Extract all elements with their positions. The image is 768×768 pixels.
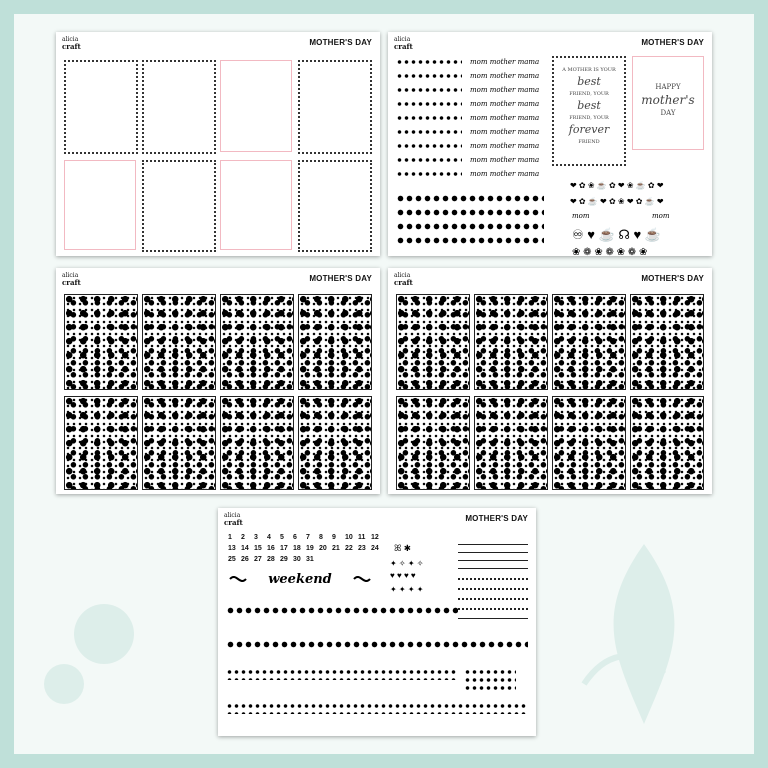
date-number: 31 bbox=[306, 556, 314, 563]
sparkle-icon: ✦ ✧ ✦ ✧ bbox=[390, 559, 424, 568]
divider-line bbox=[458, 544, 528, 545]
floral-pattern-box bbox=[298, 396, 372, 490]
bow-icon: ꕤ ✱ bbox=[394, 543, 411, 553]
flower-icon-row bbox=[396, 222, 544, 231]
floral-pattern-box bbox=[630, 294, 704, 390]
floral-pattern-box bbox=[474, 396, 548, 490]
date-number: 29 bbox=[280, 556, 288, 563]
date-number: 10 bbox=[345, 534, 353, 541]
happy-mothers-day-box bbox=[632, 56, 704, 150]
frame-box bbox=[142, 160, 216, 252]
sheet-title: MOTHER'S DAY bbox=[309, 38, 372, 47]
weekend-banner bbox=[226, 570, 374, 588]
date-number: 9 bbox=[332, 534, 336, 541]
date-number: 12 bbox=[371, 534, 379, 541]
floral-pattern-box bbox=[220, 396, 294, 490]
dotted-divider bbox=[458, 588, 528, 590]
sticker-sheet-words bbox=[388, 32, 712, 256]
flower-icon-row bbox=[396, 236, 544, 245]
date-number: 6 bbox=[293, 534, 297, 541]
date-number: 27 bbox=[254, 556, 262, 563]
mom-mother-mama-label: mom mother mama bbox=[470, 72, 540, 80]
mug-icon: ♾ ♥ ☕ ☊ ♥ ☕ bbox=[572, 227, 662, 242]
mom-mother-mama-label: mom mother mama bbox=[470, 86, 540, 94]
date-number: 17 bbox=[280, 545, 288, 552]
floral-pattern-box bbox=[142, 396, 216, 490]
date-number: 13 bbox=[228, 545, 236, 552]
sheet-title: MOTHER'S DAY bbox=[641, 274, 704, 283]
frame-box bbox=[298, 160, 372, 252]
mom-mother-mama-label: mom mother mama bbox=[470, 170, 540, 178]
floral-pattern-box bbox=[474, 294, 548, 390]
flower-bouquet-icon: ❀ ❁ ❀ ❁ ❀ ❁ ❀ bbox=[572, 247, 648, 256]
weekend-label: weekend bbox=[268, 572, 332, 587]
heart-icon: ♥ ♥ ♥ ♥ bbox=[390, 571, 416, 580]
dot-icon-strip bbox=[396, 170, 462, 178]
mom-mother-mama-label: mom mother mama bbox=[470, 58, 540, 66]
floral-pattern-box bbox=[142, 294, 216, 390]
heart-icon: ❤ ✿ ❀ ☕ ✿ ❤ ❀ ☕ ✿ ❤ bbox=[570, 181, 664, 190]
date-number: 19 bbox=[306, 545, 314, 552]
dot-border-strip bbox=[226, 668, 456, 680]
flower-icon-row bbox=[396, 208, 544, 217]
brand-logo: alicia craft bbox=[62, 36, 81, 51]
floral-pattern-box bbox=[220, 294, 294, 390]
date-number: 28 bbox=[267, 556, 275, 563]
background-flower-decoration bbox=[24, 554, 194, 734]
flower-border-strip bbox=[226, 606, 458, 616]
date-number: 25 bbox=[228, 556, 236, 563]
frame-box bbox=[64, 60, 138, 154]
brand-logo: alicia craft bbox=[62, 272, 81, 287]
brand-logo: alicia craft bbox=[394, 36, 413, 51]
happy-mothers-day-text: HAPPY mother's DAY bbox=[641, 83, 695, 117]
date-number: 20 bbox=[319, 545, 327, 552]
dot-icon-strip bbox=[396, 156, 462, 164]
date-number: 8 bbox=[319, 534, 323, 541]
quote-text: A MOTHER IS YOUR best FRIEND, YOUR best FRIEND, YOUR forever FRIEND bbox=[562, 67, 616, 145]
frame-box bbox=[220, 160, 292, 250]
date-number: 30 bbox=[293, 556, 301, 563]
divider-line bbox=[458, 552, 528, 553]
date-number: 2 bbox=[241, 534, 245, 541]
divider-line bbox=[458, 568, 528, 569]
quote-box bbox=[552, 56, 626, 166]
date-number: 7 bbox=[306, 534, 310, 541]
sheet-title: MOTHER'S DAY bbox=[309, 274, 372, 283]
mom-label: mom bbox=[572, 212, 590, 220]
sticker-sheet-frames bbox=[56, 32, 380, 256]
brand-logo: alicia craft bbox=[224, 512, 243, 527]
floral-pattern-box bbox=[396, 294, 470, 390]
dot-icon-strip bbox=[396, 86, 462, 94]
divider-line bbox=[458, 560, 528, 561]
dotted-divider bbox=[458, 598, 528, 600]
date-number: 4 bbox=[267, 534, 271, 541]
floral-pattern-box bbox=[396, 396, 470, 490]
date-number: 11 bbox=[358, 534, 366, 541]
dot-icon-strip bbox=[396, 142, 462, 150]
date-number: 3 bbox=[254, 534, 258, 541]
dot-icon-strip bbox=[396, 72, 462, 80]
sheet-title: MOTHER'S DAY bbox=[641, 38, 704, 47]
mom-mother-mama-label: mom mother mama bbox=[470, 128, 540, 136]
mom-label: mom bbox=[652, 212, 670, 220]
date-number: 23 bbox=[358, 545, 366, 552]
sticker-sheet-dates bbox=[218, 508, 536, 736]
mom-mother-mama-label: mom mother mama bbox=[470, 142, 540, 150]
date-number: 1 bbox=[228, 534, 232, 541]
divider-line bbox=[458, 618, 528, 619]
dot-icon-strip bbox=[396, 114, 462, 122]
sparkle-icon: ✦ ✦ ✦ ✦ bbox=[390, 585, 424, 594]
mom-mother-mama-label: mom mother mama bbox=[470, 114, 540, 122]
frame-box bbox=[220, 60, 292, 152]
dot-icon-strip bbox=[396, 58, 462, 66]
sticker-sheet-pattern bbox=[56, 268, 380, 494]
frame-box bbox=[64, 160, 136, 250]
frame-box bbox=[298, 60, 372, 154]
date-number: 16 bbox=[267, 545, 275, 552]
flower-icon-row bbox=[396, 194, 544, 203]
mom-mother-mama-label: mom mother mama bbox=[470, 100, 540, 108]
floral-pattern-box bbox=[552, 294, 626, 390]
mom-mother-mama-label: mom mother mama bbox=[470, 156, 540, 164]
date-number: 5 bbox=[280, 534, 284, 541]
frame-box bbox=[142, 60, 216, 154]
date-number: 18 bbox=[293, 545, 301, 552]
dot-icon-strip bbox=[396, 100, 462, 108]
brand-logo: alicia craft bbox=[394, 272, 413, 287]
date-number: 26 bbox=[241, 556, 249, 563]
dot-icon-strip bbox=[396, 128, 462, 136]
floral-pattern-box bbox=[630, 396, 704, 490]
dotted-divider bbox=[458, 608, 528, 610]
floral-pattern-box bbox=[64, 396, 138, 490]
date-number: 15 bbox=[254, 545, 262, 552]
flower-border-strip bbox=[226, 640, 528, 650]
date-number: 22 bbox=[345, 545, 353, 552]
dot-border-strip bbox=[226, 702, 528, 714]
date-number: 21 bbox=[332, 545, 340, 552]
floral-pattern-box bbox=[64, 294, 138, 390]
dot-border-strip bbox=[464, 668, 516, 694]
date-number: 14 bbox=[241, 545, 249, 552]
dotted-divider bbox=[458, 578, 528, 580]
flower-icon: ❤ ✿ ☕ ❤ ✿ ❀ ❤ ✿ ☕ ❤ bbox=[570, 197, 664, 206]
floral-pattern-box bbox=[552, 396, 626, 490]
floral-pattern-box bbox=[298, 294, 372, 390]
sheet-title: MOTHER'S DAY bbox=[465, 514, 528, 523]
sticker-sheet-pattern-2 bbox=[388, 268, 712, 494]
date-number: 24 bbox=[371, 545, 379, 552]
background-leaf-decoration bbox=[554, 534, 734, 734]
